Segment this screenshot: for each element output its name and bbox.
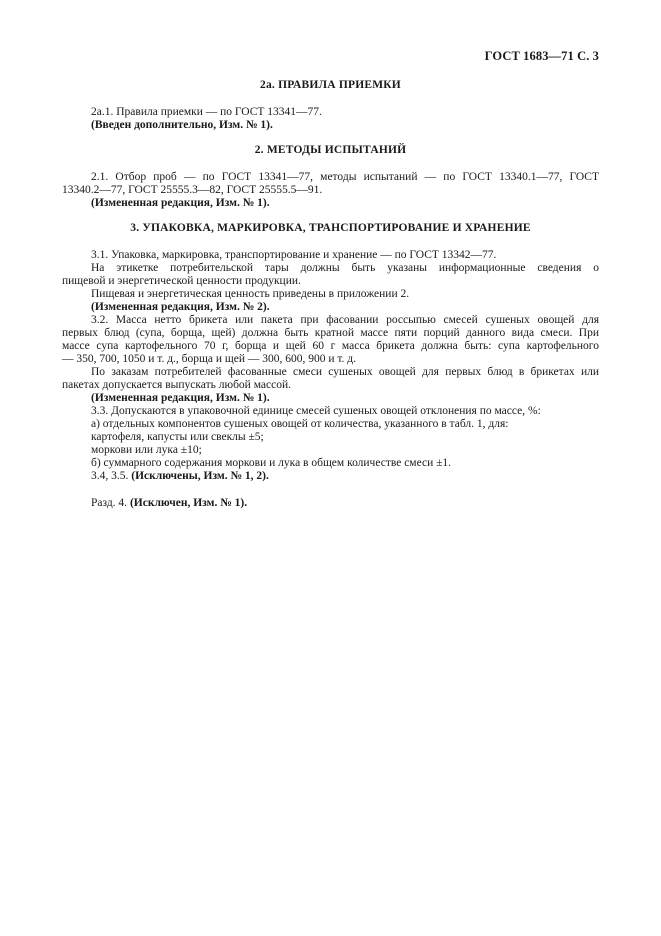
section-2-title: 2. МЕТОДЫ ИСПЫТАНИЙ (254, 144, 407, 156)
paragraph-3-3-a-2: моркови или лука ±10; (91, 444, 202, 456)
label-info-paragraph-cont: пищевой и энергетической ценности продукции. (62, 275, 301, 287)
section-2a-title: 2а. ПРАВИЛА ПРИЕМКИ (260, 79, 401, 91)
nutrition-paragraph: Пищевая и энергетическая ценность приведены в приложении 2. (91, 288, 410, 300)
section-3-title: 3. УПАКОВКА, МАРКИРОВКА, ТРАНСПОРТИРОВАНИЕ И ХРАНЕНИЕ (130, 222, 531, 234)
label-info-paragraph: На этикетке потребительской тары должны быть указаны информационные сведения о (91, 262, 599, 274)
amendment-note: (Исключены, Изм. № 1, 2). (131, 470, 269, 482)
paragraph-3-2: 3.2. Масса нетто брикета или пакета при фасовании россыпью смесей сушеных овощей для (91, 314, 599, 326)
order-paragraph-cont: пакетах допускается выпускать любой массой. (62, 379, 292, 391)
paragraph-3-4-3-5 (91, 470, 599, 483)
amendment-note: (Введен дополнительно, Изм. № 1). (91, 119, 273, 131)
paragraph-3-3-b: б) суммарного содержания моркови и лука в общем количестве смеси ±1. (91, 457, 452, 469)
amendment-note: (Измененная редакция, Изм. № 1). (91, 197, 270, 209)
paragraph-3-2-cont: массе супа картофельного 70 г, борща и щей 60 г масса брикета должна быть: супа картофельного (62, 340, 599, 352)
amendment-note: (Измененная редакция, Изм. № 1). (91, 392, 270, 404)
paragraph-3-2-cont: первых блюд (супа, борща, щей) должна быть кратной массе пяти порций данного вида смеси. При (62, 327, 599, 339)
paragraph-3-3-a: а) отдельных компонентов сушеных овощей от количества, указанного в табл. 1, для: (91, 418, 509, 430)
paragraph-3-3: 3.3. Допускаются в упаковочной единице смесей сушеных овощей отклонения по массе, %: (91, 405, 541, 417)
paragraph-2-1: 2.1. Отбор проб — по ГОСТ 13341—77, методы испытаний — по ГОСТ 13340.1—77, ГОСТ (91, 171, 599, 183)
page-header-code: ГОСТ 1683—71 С. 3 (484, 49, 599, 63)
amendment-note: (Исключен, Изм. № 1). (129, 497, 248, 509)
paragraph-2-1-cont: 13340.2—77, ГОСТ 25555.3—82, ГОСТ 25555.5—91. (62, 184, 323, 196)
section-prefix: Разд. 4. (91, 497, 130, 509)
paragraph-3-2-cont: — 350, 700, 1050 и т. д., борща и щей — 300, 600, 900 и т. д. (62, 353, 357, 365)
paragraph-3-3-a-1: картофеля, капусты или свеклы ±5; (91, 431, 264, 443)
paragraph-2a-1: 2а.1. Правила приемки — по ГОСТ 13341—77. (91, 106, 322, 118)
section-4-note (91, 497, 599, 510)
paragraph-number: 3.4, 3.5. (91, 470, 132, 482)
order-paragraph: По заказам потребителей фасованные смеси сушеных овощей для первых блюд в брикетах или (91, 366, 599, 378)
paragraph-3-1: 3.1. Упаковка, маркировка, транспортирование и хранение — по ГОСТ 13342—77. (91, 249, 497, 261)
amendment-note: (Измененная редакция, Изм. № 2). (91, 301, 270, 313)
